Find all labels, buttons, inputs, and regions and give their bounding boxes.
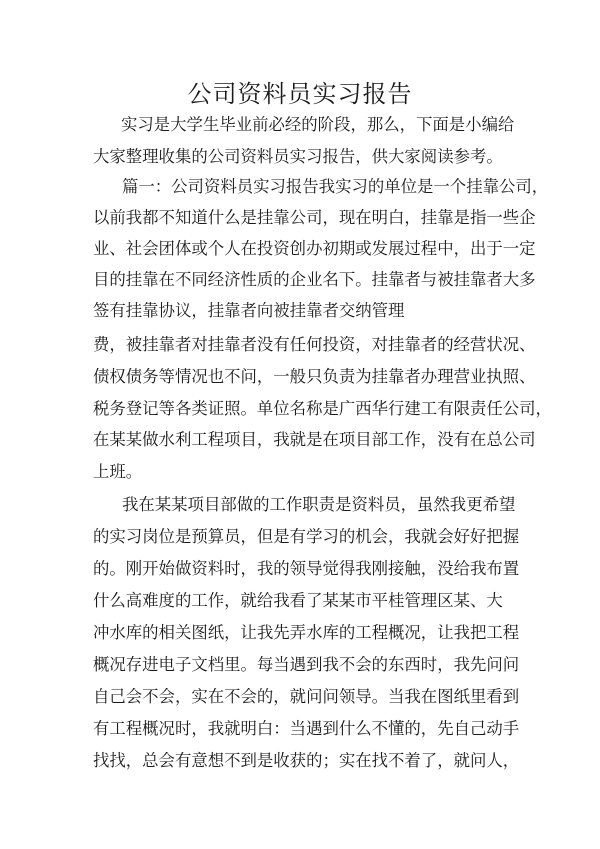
paragraph-line: 有工程概况时，我就明白：当遇到什么不懂的，先自己动手 <box>93 719 520 738</box>
paragraph-line: 的实习岗位是预算员，但是有学习的机会，我就会好好把握 <box>93 527 520 546</box>
paragraph-line: 自己会不会，实在不会的，就问问领导。当我在图纸里看到 <box>93 687 520 706</box>
paragraph-line: 的。刚开始做资料时，我的领导觉得我刚接触，没给我布置 <box>93 559 520 578</box>
paragraph-line: 什么高难度的工作，就给我看了某某市平桂管理区某、大 <box>93 591 503 610</box>
paragraph-line: 在某某做水利工程项目，我就是在项目部工作，没有在总公司 <box>93 430 536 449</box>
paragraph-line: 目的挂靠在不同经济性质的企业名下。挂靠者与被挂靠者大多 <box>93 270 536 289</box>
paragraph-line: 大家整理收集的公司资料员实习报告，供大家阅读参考。 <box>93 147 503 166</box>
paragraph-line: 概况存进电子文档里。每当遇到我不会的东西时，我先问问 <box>93 655 520 674</box>
paragraph-line: 我在某某项目部做的工作职责是资料员，虽然我更希望 <box>122 495 516 514</box>
paragraph-line: 实习是大学生毕业前必经的阶段，那么，下面是小编给 <box>121 115 515 134</box>
paragraph-line: 篇一：公司资料员实习报告我实习的单位是一个挂靠公司， <box>122 177 549 196</box>
paragraph-line: 上班。 <box>93 462 143 481</box>
paragraph-line: 税务登记等各类证照。单位名称是广西华行建工有限责任公司， <box>93 399 552 418</box>
paragraph-line: 签有挂靠协议，挂靠者向被挂靠者交纳管理 <box>93 301 405 320</box>
paragraph-line: 债权债务等情况也不问，一般只负责为挂靠者办理营业执照、 <box>93 367 536 386</box>
paragraph-line: 找找，总会有意想不到是收获的；实在找不着了，就问人， <box>93 751 520 770</box>
paragraph-line: 费，被挂靠者对挂靠者没有任何投资，对挂靠者的经营状况、 <box>93 335 536 354</box>
paragraph-line: 以前我都不知道什么是挂靠公司，现在明白，挂靠是指一些企 <box>93 208 536 227</box>
paragraph-line: 冲水库的相关图纸，让我先弄水库的工程概况，让我把工程 <box>93 623 520 642</box>
document-title: 公司资料员实习报告 <box>187 80 413 108</box>
paragraph-line: 业、社会团体或个人在投资创办初期或发展过程中，出于一定 <box>93 239 536 258</box>
